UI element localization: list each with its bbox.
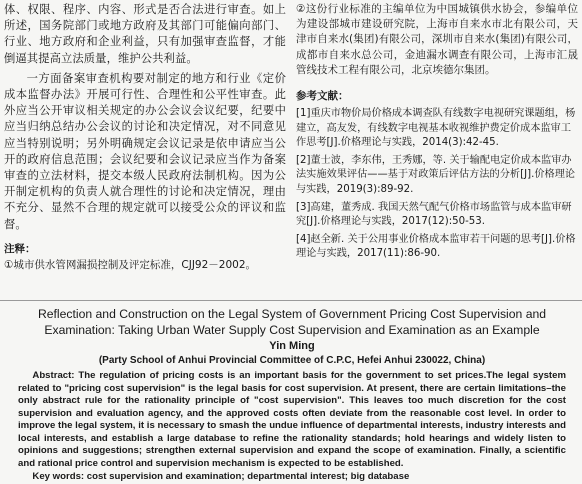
left-column — [4, 2, 286, 272]
author-name: Yin Ming — [269, 340, 315, 352]
reference-item: [3]高建，董秀成. 我国天然气配气价格市场监管与成本监审研究[J].价格理论与实践，2017(12):50-53. — [296, 201, 572, 228]
english-abstract-block — [18, 304, 566, 484]
reference-item: [2]董士波，李东伟，王秀娜，等. 关于输配电定价成本监审办法实施效果评估——基于对政策后评估方法的分析[J].价格理论与实践，2019(3):89-92. — [296, 154, 576, 195]
footnote-2: ②这份行业标准的主编单位为中国城镇供水协会，参编单位为建设部城市建设研究院，上海市自来水市北有限公司，天津市自来水(集团)有限公司，深圳市自来水(集团)有限公司，成都市自来水总公司，金迪漏水调查有限公司，上海市汇晟管线技术工程有限公司，北京埃德尔集团。 — [296, 3, 578, 76]
author-affiliation: (Party School of Anhui Provincial Committee of C.P.C, Hefei Anhui 230022, China) — [98, 355, 486, 366]
references-heading: 参考文献： — [296, 90, 349, 103]
keywords: Key words: cost supervision and examination; departmental interest; big database — [32, 471, 410, 482]
abstract-text: Abstract: The regulation of pricing costs is an important basis for the government to set prices.The legal system related to "pricing cost supervision" is the legal basis for cost supervision. At present, there are certain limitations–the only abstract rule for the rationality principle of "cost supervision". This leaves too much discretion for the cost supervision and evaluation agency, and the approved costs often deviate from the reasonable cost level. In order to improve the legal system, it is necessary to smash the undue influence of departmental interests, industry interests and local interests, and establish a large database to refine the rationality standards; hold hearings and widely listen to opinions and suggestions; strengthen external supervision and expand the scope of examination. Finally, a scientific and rational price control and supervision mechanism is expected to be established. — [18, 370, 566, 469]
english-title-line-2: Examination: Taking Urban Water Supply Cost Supervision and Examination as an Example — [44, 323, 540, 337]
right-column — [296, 2, 578, 265]
reference-item: [4]赵全新. 关于公用事业价格成本监审若干问题的思考[J].价格理论与实践，2017(11):86-90. — [296, 233, 576, 260]
reference-item: [1]重庆市物价局价格成本调查队有线数字电视研究课题组，杨建立，高友发，有线数字电视基本收视维护费定价成本监审工作思考[J].价格理论与实践，2014(3):42-45. — [296, 108, 576, 149]
body-paragraph-1: 体、权限、程序、内容、形式是否合法进行审查。如上所述，国务院部门或地方政府及其部门可能偏向部门、行业、地方政府和企业利益，只有加强审查监督，才能倒逼其提高立法质量，维护公共利益。 — [4, 3, 286, 65]
notes-heading: 注释： — [4, 242, 36, 255]
english-title-line-1: Reflection and Construction on the Legal System of Government Pricing Cost Supervision and — [37, 307, 547, 321]
section-divider — [0, 300, 582, 301]
body-paragraph-2: 一方面备案审查机构要对制定的地方和行业《定价成本监督办法》开展可行性、合理性和公平性审查。此外应当公开审议相关规定的办公会议会议纪要，纪要中应当归纳总结办公会议的讨论和决定情况，对不同意见应当特别说明；另外明确规定会议记录是依申请应当公开的政府信息范围；会议纪要和会议记录应当作为备案审查的立法材料，提交本级人民政府法制机构。因为公开制定机构的负责人就合理性的讨论和决定情况，理由不充分、显然不合理的规定就可以接受公众的评议和监督。 — [4, 71, 286, 231]
footnote-1: ①城市供水管网漏损控制及评定标准，CJJ92－2002。 — [4, 258, 257, 271]
